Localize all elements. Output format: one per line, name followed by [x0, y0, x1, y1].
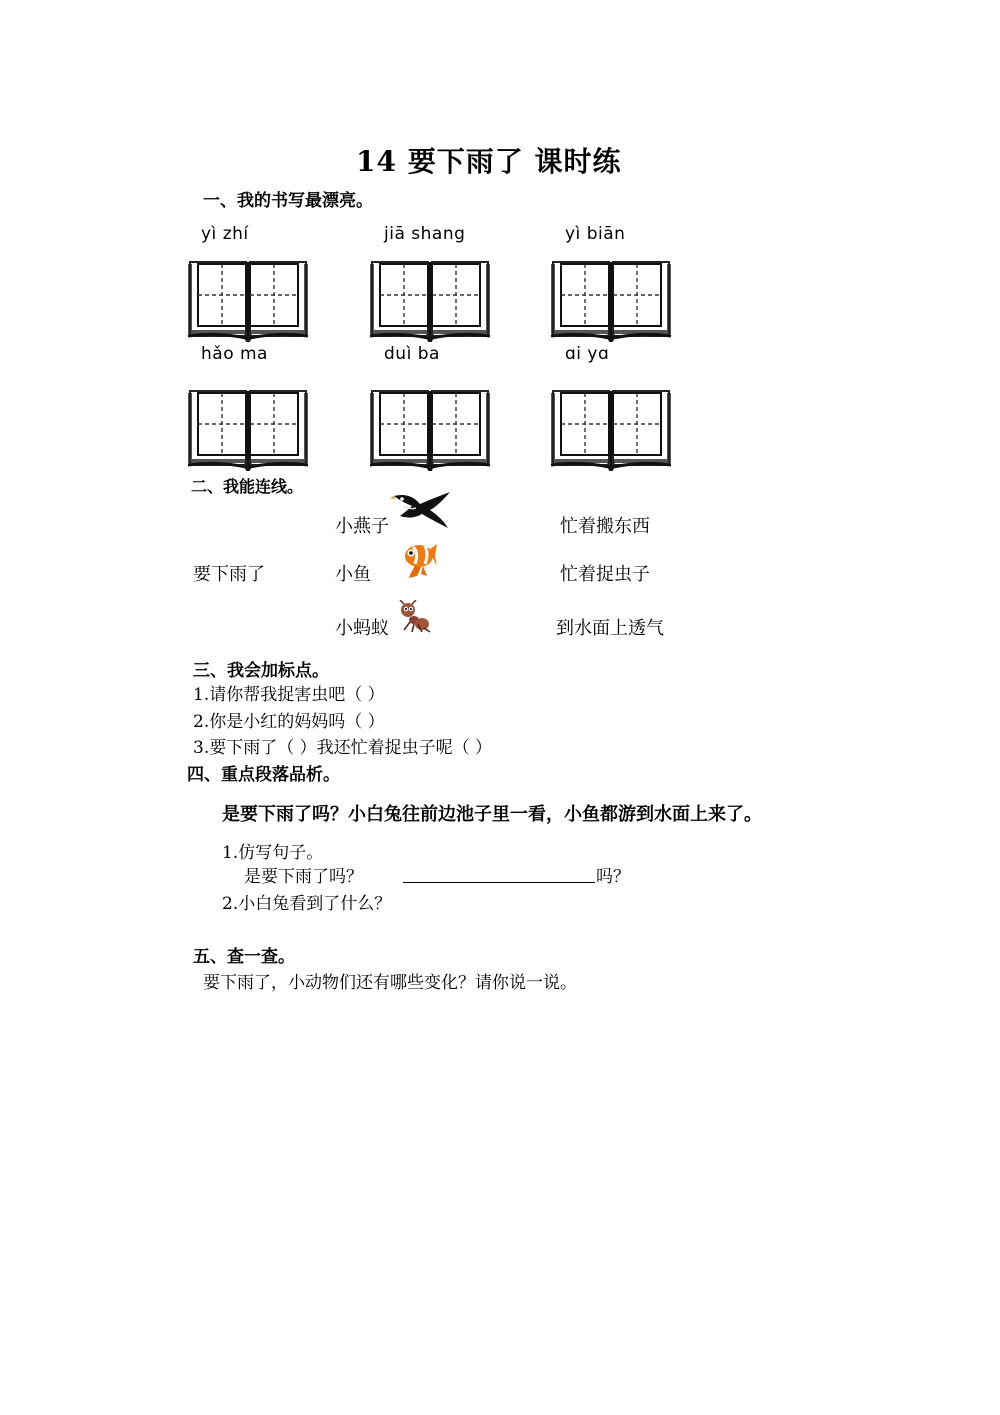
match-action-3[interactable]: 到水面上透气 [556, 618, 664, 639]
writing-book-3[interactable] [549, 258, 673, 342]
answer-blank-line[interactable] [403, 882, 595, 883]
writing-book-5[interactable] [368, 387, 492, 471]
pinyin-6: ɑi yɑ [565, 344, 610, 364]
section5-heading: 五、查一查。 [193, 947, 295, 967]
match-animal-swallow[interactable]: 小燕子 [335, 516, 389, 537]
question-1: 1.仿写句子。 [222, 843, 324, 863]
pinyin-1: yì zhí [201, 224, 249, 244]
section1-heading: 一、我的书写最漂亮。 [203, 191, 373, 211]
pinyin-3: yì biān [565, 224, 626, 244]
section4-heading: 四、重点段落品析。 [187, 765, 340, 785]
fish-icon [401, 542, 439, 580]
writing-book-1[interactable] [186, 258, 310, 342]
pinyin-5: duì ba [384, 344, 440, 364]
writing-book-4[interactable] [186, 387, 310, 471]
match-animal-fish[interactable]: 小鱼 [335, 564, 371, 585]
pinyin-2: jiā shang [384, 224, 466, 244]
pinyin-4: hǎo ma [201, 344, 268, 364]
match-left-label[interactable]: 要下雨了 [193, 564, 265, 585]
match-action-2[interactable]: 忙着捉虫子 [560, 564, 650, 585]
passage-text: 是要下雨了吗？小白兔往前边池子里一看，小鱼都游到水面上来了。 [222, 804, 762, 825]
punctuation-item-1[interactable]: 1.请你帮我捉害虫吧（ ） [193, 685, 385, 705]
page-title: 14 要下雨了 课时练 [356, 145, 622, 178]
question-1-suffix: 吗？ [596, 867, 630, 887]
section5-text: 要下雨了，小动物们还有哪些变化？请你说一说。 [203, 973, 577, 993]
section2-heading: 二、我能连线。 [191, 477, 304, 496]
match-animal-ant[interactable]: 小蚂蚁 [335, 618, 389, 639]
punctuation-item-3[interactable]: 3.要下雨了（ ）我还忙着捉虫子呢（ ） [193, 738, 493, 758]
writing-book-6[interactable] [549, 387, 673, 471]
match-action-1[interactable]: 忙着搬东西 [560, 516, 650, 537]
writing-book-2[interactable] [368, 258, 492, 342]
question-1-example: 是要下雨了吗？ [244, 867, 363, 887]
swallow-icon [390, 490, 452, 530]
punctuation-item-2[interactable]: 2.你是小红的妈妈吗（ ） [193, 712, 385, 732]
question-2: 2.小白兔看到了什么？ [222, 894, 392, 914]
ant-icon [396, 600, 432, 634]
section3-heading: 三、我会加标点。 [193, 661, 329, 681]
